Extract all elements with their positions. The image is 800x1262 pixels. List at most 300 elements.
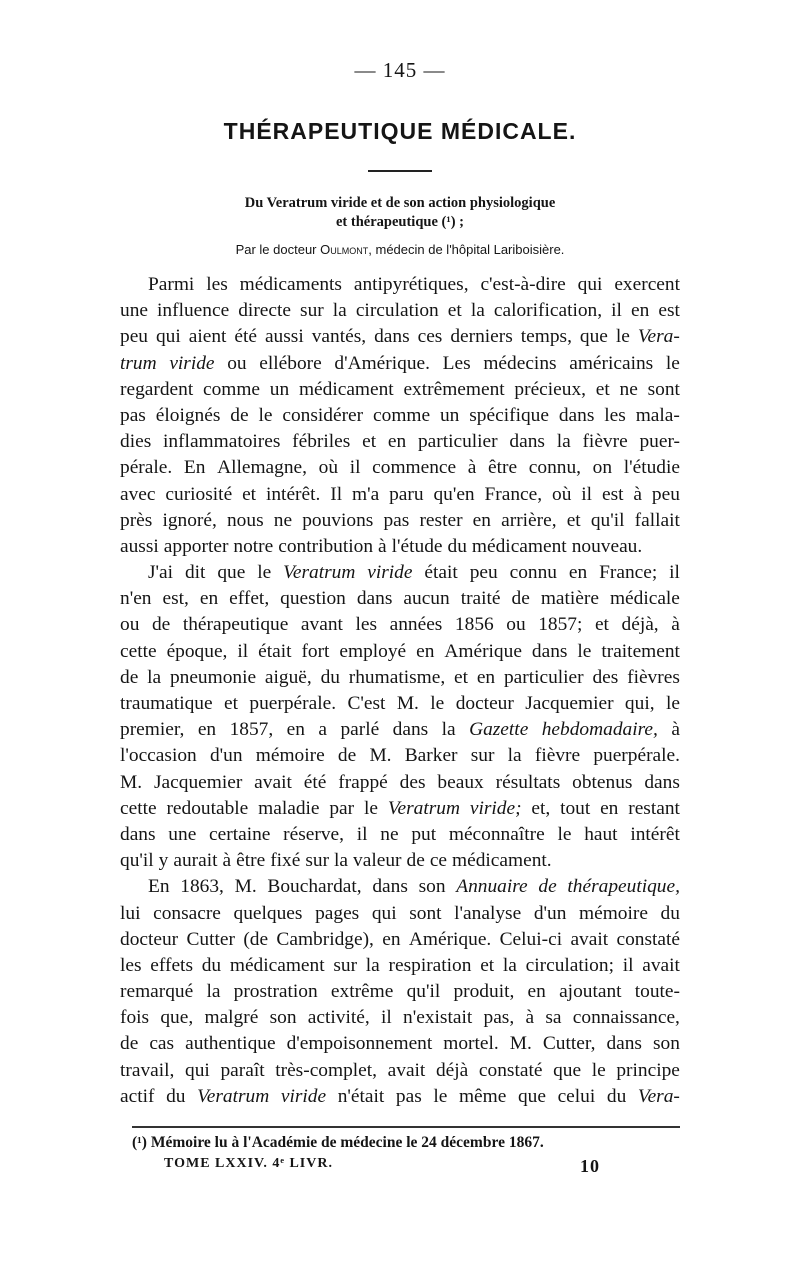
text-line [120,848,680,874]
word: du [447,535,467,557]
word: pages [315,902,360,924]
text-line [120,1084,680,1110]
text-line [120,691,680,717]
word: années [389,614,443,636]
text-line [120,953,680,979]
word: beaux [437,771,484,793]
word: dans [372,876,408,898]
word: d'un [209,745,243,767]
word: l'occasion [120,745,197,767]
word: le [665,693,680,714]
word: apporter [163,535,229,557]
word: ou [120,614,140,636]
word: Cutter, [542,1033,596,1055]
word: de [151,614,171,636]
word: En [183,457,206,479]
word: dans [606,1033,642,1055]
page-number: — 145 — [354,58,446,82]
word: avait [570,928,609,950]
book-page [120,58,680,1177]
word: le [363,797,378,819]
word: dans [509,431,545,453]
word: put [411,823,437,845]
word: mortel. [443,1033,499,1055]
word: son [269,1007,297,1029]
word: pérale. [120,457,173,479]
word: à [633,483,643,505]
word: les [604,404,626,426]
word: n'en [120,588,152,610]
word: peu [469,562,498,584]
word: fort [301,640,330,662]
word: consacre [153,902,221,924]
word: ignoré, [162,509,217,531]
word: qu'il [120,850,154,872]
word: dans [644,771,680,793]
word: son [653,1033,680,1055]
word: avait [642,954,680,976]
word: sur [333,954,358,976]
word: la [332,300,347,322]
word: sont [647,378,680,400]
word: fébriles [292,431,351,453]
word: exercent [614,274,680,295]
word: mémoire [255,745,325,767]
word: de [120,1033,139,1055]
word: Allemagne, [217,457,307,479]
word: contribution [278,535,374,557]
word: est [601,483,624,505]
word: le [615,326,630,348]
word: (de [243,928,269,950]
word: et [595,378,610,400]
word: Jacquemier [153,771,243,793]
word: viride [280,1085,327,1107]
word: y [158,850,169,872]
text-line [120,901,680,927]
word: commence [372,457,457,479]
word: Bouchardat, [267,876,362,898]
word: ou [227,352,247,374]
text-line [120,743,680,769]
word: extrêmement [403,378,505,400]
word: connu, [528,457,582,479]
word: la [206,981,221,1003]
footnote: (¹) Mémoire lu à l'Académie de médecine le 24 décembre 1867. [132,1134,544,1151]
word: 1857; [538,614,583,636]
word: Vera- [637,1085,680,1107]
word: il [356,823,368,845]
word: docteur [455,693,514,714]
word: réserve, [283,823,344,845]
word: M. [396,693,419,714]
word: traité [460,588,501,610]
word: quelques [233,902,303,924]
word: n'existait [403,1007,473,1029]
word: fièvre [534,745,581,767]
word: la [556,431,571,453]
text-line [120,351,680,377]
word: de [230,404,249,426]
word: l'analyse [454,902,522,924]
word: et [480,954,495,976]
section-title: THÉRAPEUTIQUE MÉDICALE. [223,118,577,144]
word: restant [628,797,680,819]
text-line [120,377,680,403]
word: médicament [471,535,567,557]
text-line [120,429,680,455]
byline [120,242,680,257]
text-line [120,927,680,953]
word: on [592,457,613,479]
word: ne [273,509,293,531]
word: aient [188,326,227,348]
word: par [329,797,355,819]
word: Cambridge), [276,928,374,950]
word: avec [120,483,156,505]
word: curiosité [165,483,233,505]
text-line [120,1031,680,1057]
word: des [592,666,619,688]
word: méconnaître [448,823,545,845]
word: les [120,954,142,976]
word: en [630,300,650,322]
word: déjà [435,1059,469,1081]
word: le [591,1059,606,1081]
word: authentique [185,1033,276,1055]
word: pas, [483,1007,515,1029]
word: il [611,300,622,322]
word: Vera- [637,326,680,348]
word: antipyrétiques, [353,274,469,295]
volume-signature: TOME LXXIV. 4ᵉ LIVR. [164,1156,333,1171]
word: médicament. [452,850,552,872]
word: intérêt. [265,483,321,505]
word: derniers [450,326,513,348]
word: qu'en [433,483,475,505]
word: en [527,981,546,1003]
word: comme [202,378,261,400]
word: peu [651,483,680,505]
word: en [416,640,435,662]
word: viride; [469,797,522,819]
word: Jacquemier [525,693,614,714]
word: en [476,666,496,688]
word: directe [238,300,291,322]
word: de [337,745,357,767]
word: question [280,588,346,610]
article-title-line-2: et thérapeutique (¹) ; [336,214,464,230]
word: et [362,431,377,453]
word: il [581,483,593,505]
word: dies [120,431,152,453]
word: En [148,876,170,898]
word: M. [120,771,143,793]
word: malgré [204,1007,259,1029]
word: en [197,719,217,741]
word: fièvre [582,431,628,453]
word: le [258,404,273,426]
word: Barker [404,745,458,767]
word: cas [149,1033,175,1055]
word: été [303,771,327,793]
word: peu [120,326,148,348]
word: il [380,1007,392,1029]
text-line [120,612,680,638]
word: et [224,693,238,714]
word: Il [330,483,343,505]
word: arrière, [501,509,557,531]
word: d'empoisonnement [286,1033,433,1055]
text-line [120,455,680,481]
word: à [671,719,680,741]
word: fois [120,1007,150,1029]
word: viride [169,352,215,374]
word: aucun [403,588,450,610]
word: avant [300,614,343,636]
word: Parmi [148,274,195,295]
word: circulation; [525,954,614,976]
word: redoutable [166,797,249,819]
word: les [355,614,378,636]
word: fièvres [627,666,680,688]
word: que [579,326,608,348]
word: être [488,457,518,479]
text-line [120,482,680,508]
word: et [447,300,462,322]
word: d'un [533,902,567,924]
word: actif [120,1085,155,1107]
word: n'était [337,1085,385,1107]
word: valeur [353,850,402,872]
word: 1863, [180,876,224,898]
word: ce [429,850,448,872]
word: activité, [307,1007,370,1029]
word: frappé [338,771,388,793]
word: sur [470,745,495,767]
text-line [120,717,680,743]
word: le [257,562,272,584]
text-line [120,979,680,1005]
text-line [120,874,680,900]
word: Celui-ci [499,928,563,950]
word: un [269,378,290,400]
word: traitement [601,640,680,662]
word: parlé [340,719,380,741]
word: m'a [352,483,380,505]
text-line [120,534,680,560]
word: qu'il [590,509,625,531]
word: qu'il [406,981,441,1003]
word: dans [120,823,156,845]
word: remarqué [120,981,194,1003]
word: est [658,300,680,322]
word: du [201,954,222,976]
word: dit [184,562,206,584]
word: Annuaire [456,876,528,898]
word: paru [389,483,424,505]
word: C'est [347,693,386,714]
word: près [120,509,153,531]
word: mémoire [579,902,648,924]
word: et [454,666,468,688]
word: que [517,1085,546,1107]
article-body [120,272,680,1110]
word: dans [531,640,568,662]
word: sur [305,850,330,872]
word: maladie [258,797,320,819]
word: à [222,850,232,872]
word: cette [120,640,157,662]
word: France; [599,562,658,584]
word: et, [531,797,551,819]
word: particulier [503,666,584,688]
word: de [406,850,425,872]
word: le [557,823,572,845]
word: qui, [624,693,655,714]
word: thérapeutique [182,614,289,636]
text-line [120,1058,680,1084]
word: l'étude [391,535,443,557]
word: ou [506,614,526,636]
word: paraît [220,1059,265,1081]
word: médicament [229,954,325,976]
word: de [511,588,530,610]
word: à [671,614,680,636]
footnote-divider [132,1126,680,1128]
word: pas [395,1085,422,1107]
word: Veratrum [387,797,460,819]
word: son [418,876,446,898]
word: premier, [120,719,185,741]
word: celui [557,1085,596,1107]
word: aurait [173,850,218,872]
word: effet, [229,588,270,610]
word: traumatique [120,693,213,714]
text-line [120,796,680,822]
word: comme [373,404,431,426]
word: puerpérale. [593,745,680,767]
word: à [378,535,387,557]
word: l'étudie [623,457,680,479]
word: Amérique [444,640,522,662]
word: France, [484,483,543,505]
word: aussi [120,535,159,557]
word: d'Amérique. [334,352,430,374]
word: un [439,404,460,426]
word: du [660,902,680,924]
word: des [399,771,426,793]
word: fixé [270,850,301,872]
word: qui [155,326,181,348]
word: 1857, [229,719,274,741]
word: connaissance, [572,1007,680,1029]
word: c'est-à-dire [480,274,566,295]
word: J'ai [148,562,174,584]
word: en [382,928,401,950]
word: médecins [483,352,557,374]
word: le [433,1085,448,1107]
word: ces [417,326,443,348]
word: où [318,457,339,479]
word: Les [442,352,471,374]
word: il [669,562,680,584]
word: le [577,640,592,662]
word: le [430,693,445,714]
word: américains [569,352,654,374]
word: en [387,431,407,453]
word: et [594,614,609,636]
word: médicale [609,588,680,610]
word: sur [300,300,324,322]
word: thérapeutique, [567,876,680,898]
word: et [242,483,257,505]
word: ne [380,823,399,845]
word: pouvions [302,509,374,531]
word: lui [120,902,141,924]
word: en [199,588,219,610]
word: de [538,876,557,898]
word: ne [619,378,638,400]
word: la [147,666,162,688]
word: 1856 [454,614,494,636]
word: effets [150,954,193,976]
word: cette [120,797,157,819]
text-line [120,639,680,665]
word: M. [234,876,257,898]
word: travail, [120,1059,175,1081]
word: en [472,509,491,531]
word: matière [540,588,599,610]
word: pas [120,404,146,426]
word: considérer [282,404,364,426]
text-line [120,324,680,350]
word: très-complet, [275,1059,377,1081]
word: rhumatisme, [348,666,446,688]
byline-author: Oulmont [320,242,369,257]
word: qui [185,1059,210,1081]
word: vantés, [311,326,367,348]
word: notre [233,535,274,557]
article-title [120,194,680,232]
text-line [120,586,680,612]
word: qui [371,902,397,924]
word: obtenus [572,771,633,793]
article-title-line-1: Du Veratrum viride et de son action physiologique [244,195,556,211]
word: résultats [495,771,561,793]
word: médicaments [239,274,342,295]
word: circulation [355,300,439,322]
word: en [568,562,588,584]
title-divider [368,170,432,172]
word: il [237,640,249,662]
word: Veratrum [283,562,356,584]
word: et [566,509,581,531]
text-line [120,665,680,691]
word: il [622,954,634,976]
word: à [525,1007,535,1029]
word: mala- [635,404,680,426]
word: nous [226,509,264,531]
word: avait [387,1059,426,1081]
word: les [206,274,228,295]
word: en [286,719,305,741]
word: employé [339,640,407,662]
word: la [507,745,522,767]
word: inflammatoires [163,431,281,453]
word: du [606,1085,627,1107]
word: été [234,326,257,348]
